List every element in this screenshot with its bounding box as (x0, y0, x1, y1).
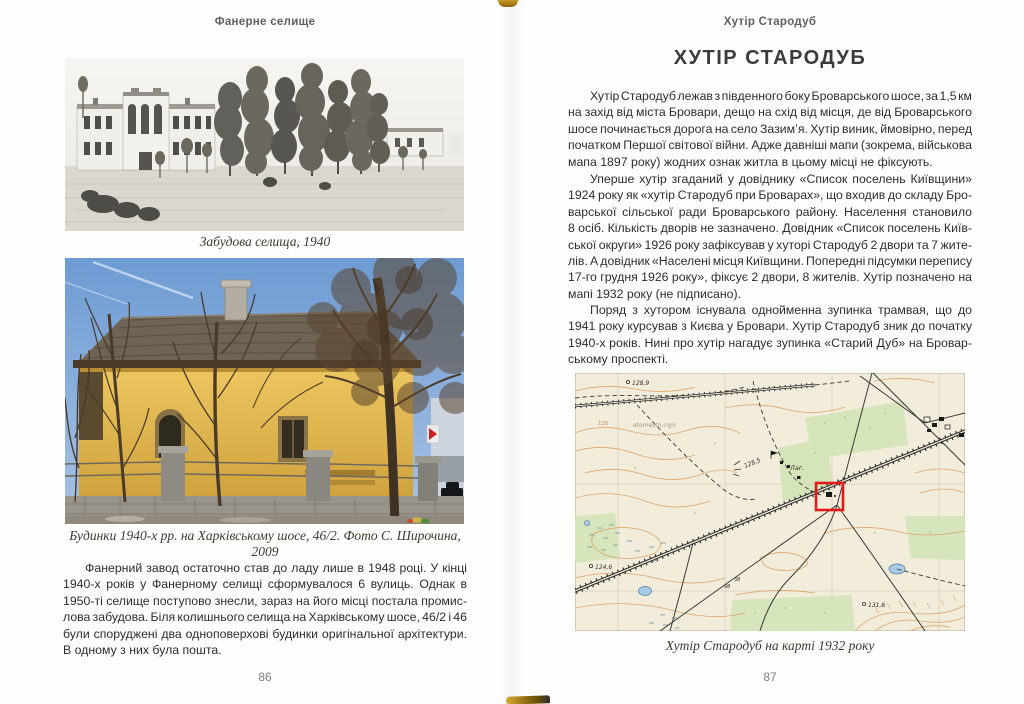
photo-houses-kharkiv-shose (65, 258, 464, 524)
page-number-right: 87 (763, 670, 777, 684)
running-header-left: Фанерне селище (214, 16, 316, 28)
chapter-title: ХУТІР СТАРОДУБ (673, 47, 867, 69)
body-paragraph-3: Поряд з хутором існувала однойменна зупинка трамвая, що до 1941 року курсував з Києва у Бровари. Хутір Стародуб зник до початку 1940-х років. Нині про хутір нагадує зупинка «Старий Дуб» на Бровар- ському проспекті. (568, 303, 972, 367)
book-edge-bottom (506, 695, 550, 704)
book-spine (498, 0, 526, 704)
photo2-caption: Будинки 1940-х рр. на Харківському шосе, 46/2. Фото С. Широчина, 2009 (69, 528, 461, 559)
map-elev-nw: 128,9 (632, 380, 650, 387)
map-elev-se: 131,6 (868, 602, 886, 609)
page-number-left: 86 (258, 670, 272, 684)
map-watermark: etomesto.com (633, 422, 677, 429)
map-num-a: 98 (724, 584, 731, 590)
map-elev-mid: 128,5 (743, 456, 762, 470)
map-camp-label: Лаг. (790, 464, 805, 472)
photo1-caption: Забудова селища, 1940 (199, 234, 331, 249)
map-contour-label: 125 (598, 421, 609, 427)
map-num-b: 38 (734, 577, 741, 583)
map-elev-sw: 124,6 (595, 564, 613, 571)
photo-settlement-1940 (65, 58, 464, 231)
running-header-right: Хутір Стародуб (723, 16, 817, 28)
body-paragraph-1: Хутір Стародуб лежав з південного боку Броварського шосе, за 1,5 км на захід від міста Бровари, дещо на схід від місця, де від Броварського шосе починається дорога на село Зазим’я. Хутір виник, ймовірно, перед початком Першої світової війни. Адже давніші мапи (зокрема, військова мапа 1897 року) жодних ознак житла в цьому місці не фіксують. (568, 89, 972, 169)
body-paragraph-2: Уперше хутір згаданий у довіднику «Список поселень Київщини» 1924 року як «хутір Стародуб при Броварах», що входив до складу Бро- варської сільської ради Броварського району. Населення становило 8 осіб. Кількість дворів не зазначено. Довідник «Список поселень Київ- ської округи» 1926 року зафіксував у хуторі Стародуб 2 двори та 7 жите- лів. А довідник «Населені місця Київщини. Попередні підсумки перепису 17-го грудня 1926 року», фіксує 2 двори, 8 жителів. Хутір позначено на мапі 1932 року (не підписано). (568, 172, 972, 301)
map-caption: Хутір Стародуб на карті 1932 року (665, 638, 875, 653)
map-1932 (575, 373, 965, 631)
left-body-paragraph: Фанерний завод остаточно став до ладу лише в 1948 році. У кінці 1940-х років у Фанерному селищі сформувалося 6 вулиць. Однак в 1950-ті селище поступово знесли, зараз на його місці постала промис- лова забудова. Біля колишнього селища на Харківському шосе, 46/2 і 46 були споруджені два одноповерхові будинки оригінальної архітектури. В одному з них була пошта. (63, 561, 467, 658)
